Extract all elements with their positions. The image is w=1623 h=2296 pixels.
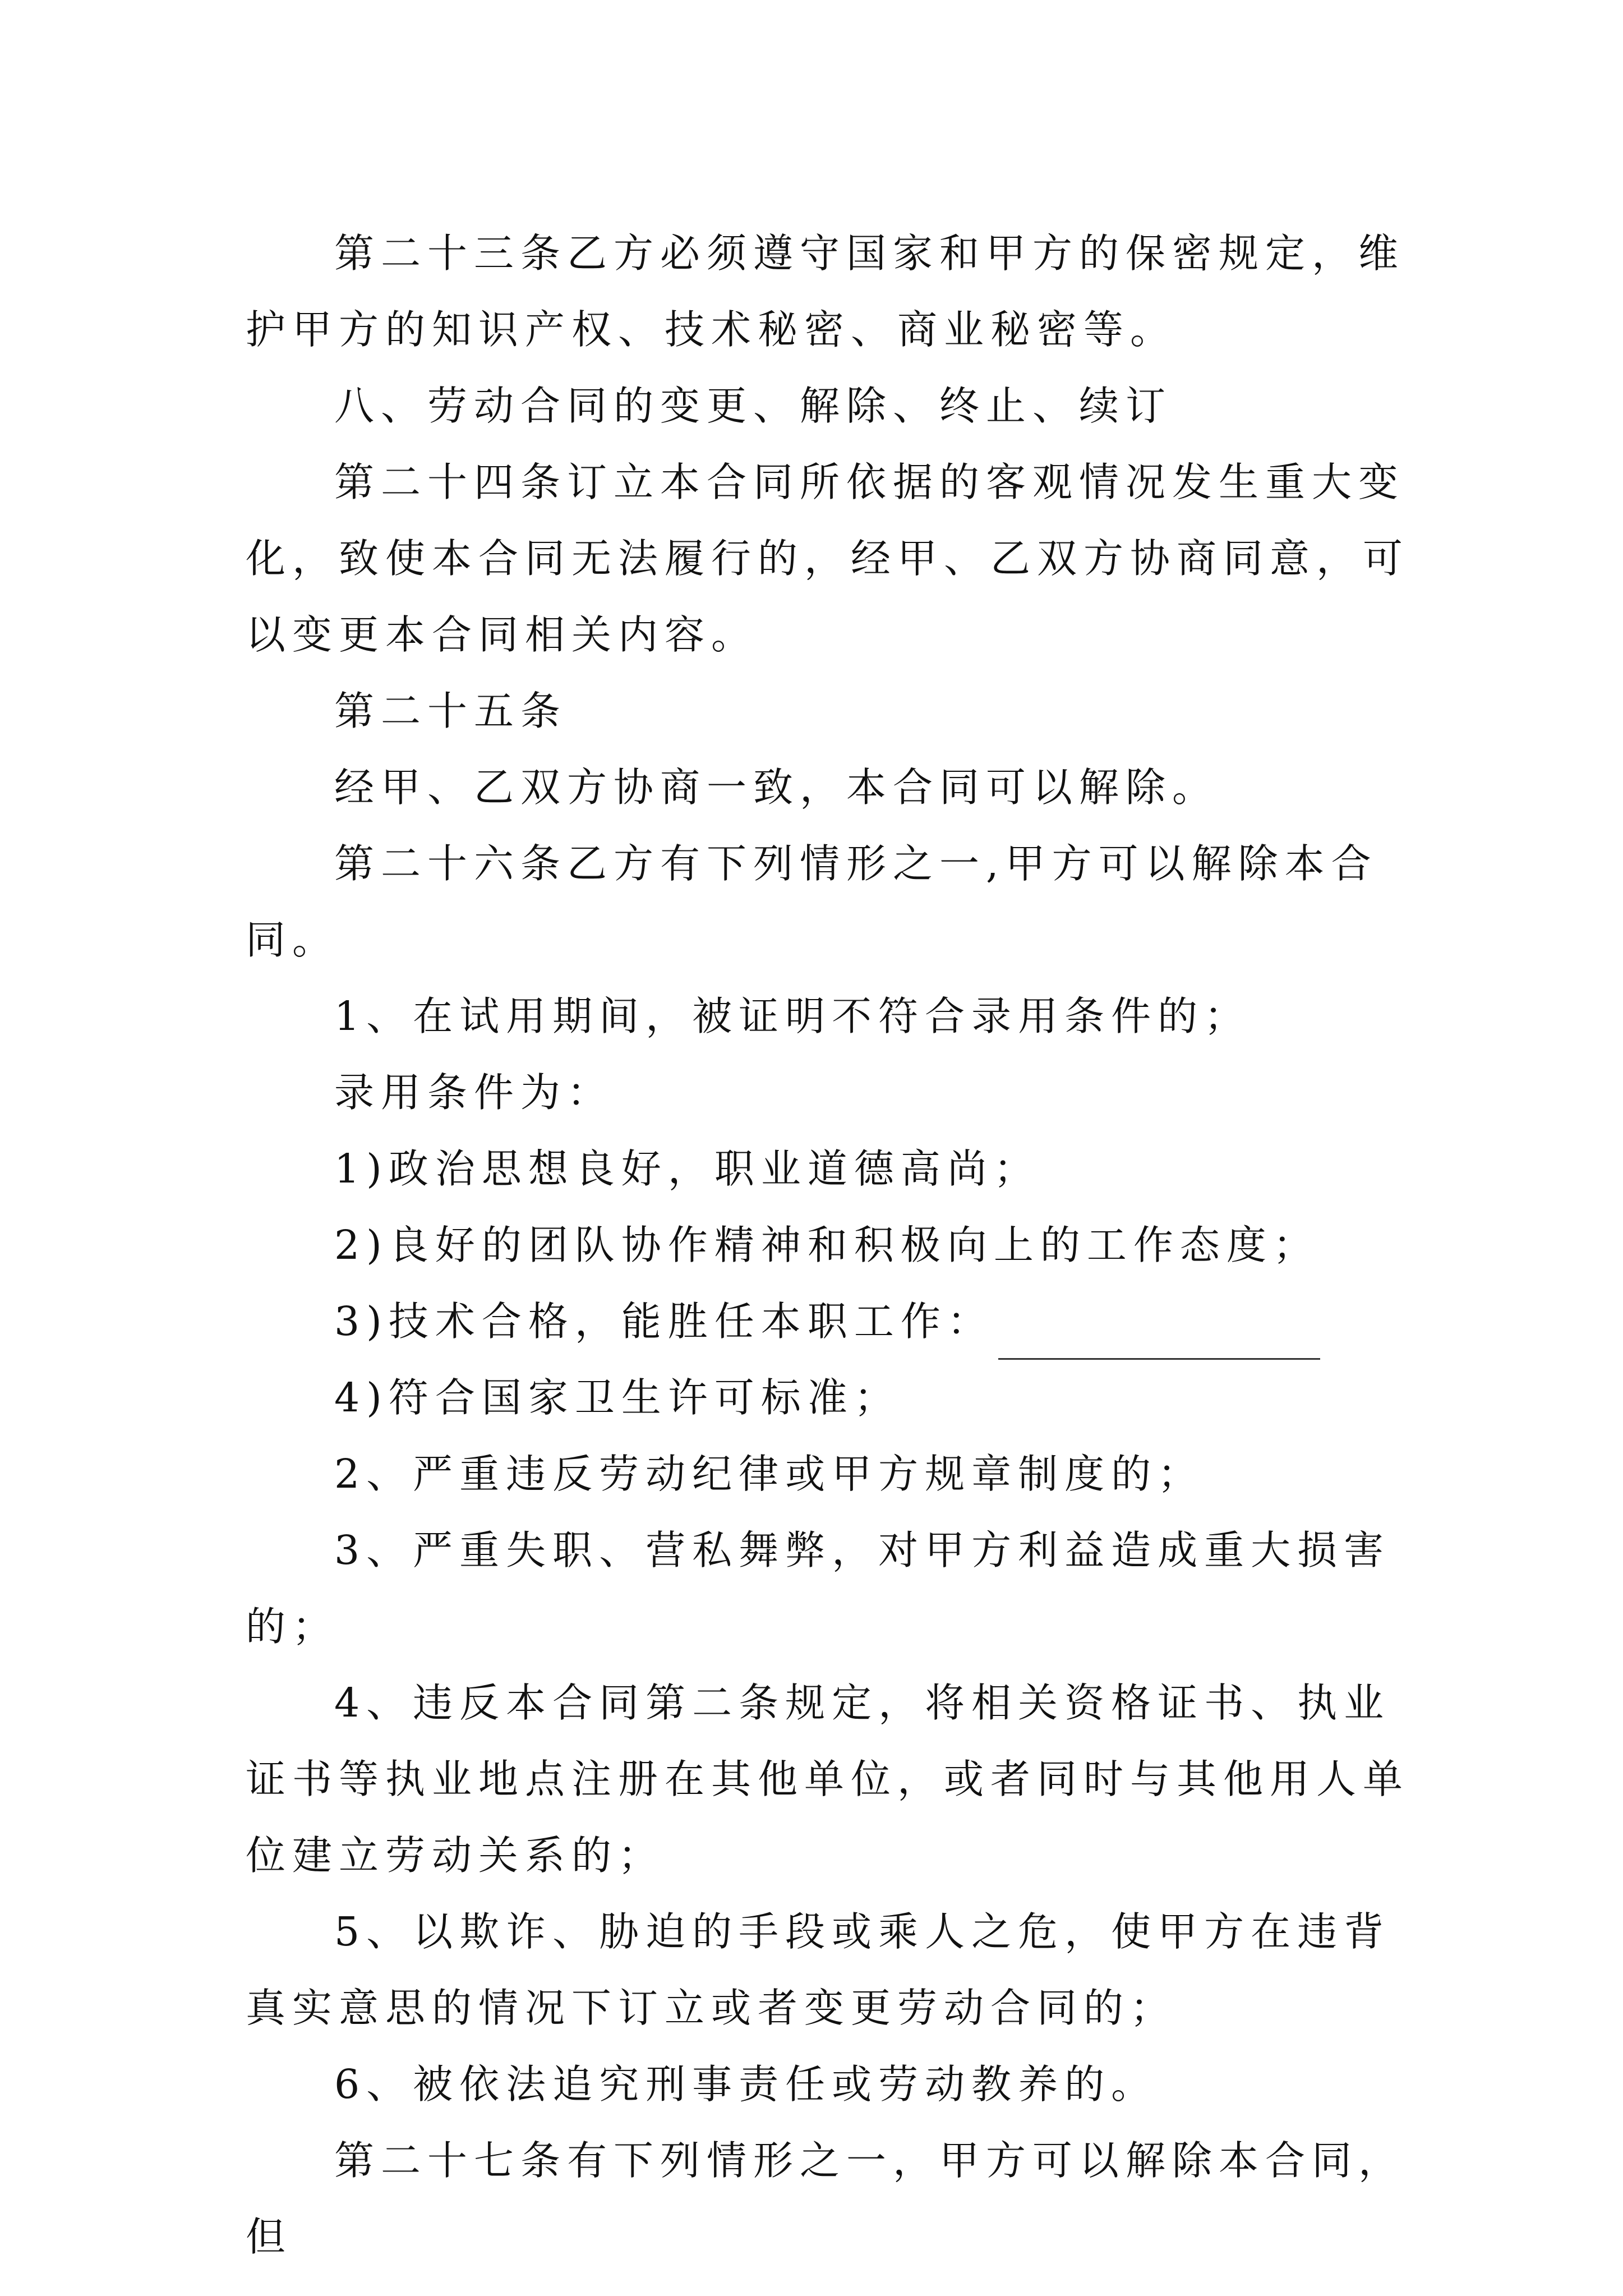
hiring-conditions-heading: 录用条件为： <box>334 1069 614 1116</box>
hiring-condition-3-line <box>246 1283 1412 1360</box>
clause-26-item-1: 1、在试用期间，被证明不符合录用条件的； <box>334 993 1251 1039</box>
section-heading-8: 八、劳动合同的变更、解除、终止、续订 <box>334 383 1173 429</box>
hiring-condition-4: 4)符合国家卫生许可标准； <box>334 1374 901 1421</box>
clause-24: 第二十四条订立本合同所依据的客观情况发生重大变化，致使本合同无法履行的，经甲、乙双方协商同意，可以变更本合同相关内容。 <box>246 459 1410 658</box>
clause-23: 第二十三条乙方必须遵守国家和甲方的保密规定，维护甲方的知识产权、技术秘密、商业秘密等。 <box>246 230 1405 353</box>
clause-27: 第二十七条有下列情形之一，甲方可以解除本合同，但 <box>246 2137 1405 2260</box>
clause-26-item-6: 6、被依法追究刑事责任或劳动教养的。 <box>334 2061 1158 2108</box>
contract-body <box>246 215 1412 2275</box>
clause-26: 第二十六条乙方有下列情形之一,甲方可以解除本合同。 <box>246 840 1378 963</box>
hiring-condition-3: 3)技术合格，能胜任本职工作： <box>334 1298 994 1345</box>
hiring-condition-2: 2)良好的团队协作精神和积极向上的工作态度； <box>334 1222 1320 1268</box>
fill-in-blank-line <box>998 1319 1320 1360</box>
clause-26-item-2: 2、严重违反劳动纪律或甲方规章制度的； <box>334 1451 1205 1497</box>
clause-25-heading: 第二十五条 <box>334 688 568 734</box>
hiring-condition-1: 1)政治思想良好，职业道德高尚； <box>334 1145 1040 1192</box>
clause-26-item-4: 4、违反本合同第二条规定，将相关资格证书、执业证书等执业地点注册在其他单位，或者同时与其他用人单位建立劳动关系的； <box>246 1680 1410 1879</box>
clause-26-item-5: 5、以欺诈、胁迫的手段或乘人之危，使甲方在违背真实意思的情况下订立或者变更劳动合同的； <box>246 1908 1391 2031</box>
clause-25-text: 经甲、乙双方协商一致，本合同可以解除。 <box>334 764 1219 811</box>
clause-26-item-3: 3、严重失职、营私舞弊，对甲方利益造成重大损害的； <box>246 1527 1391 1650</box>
